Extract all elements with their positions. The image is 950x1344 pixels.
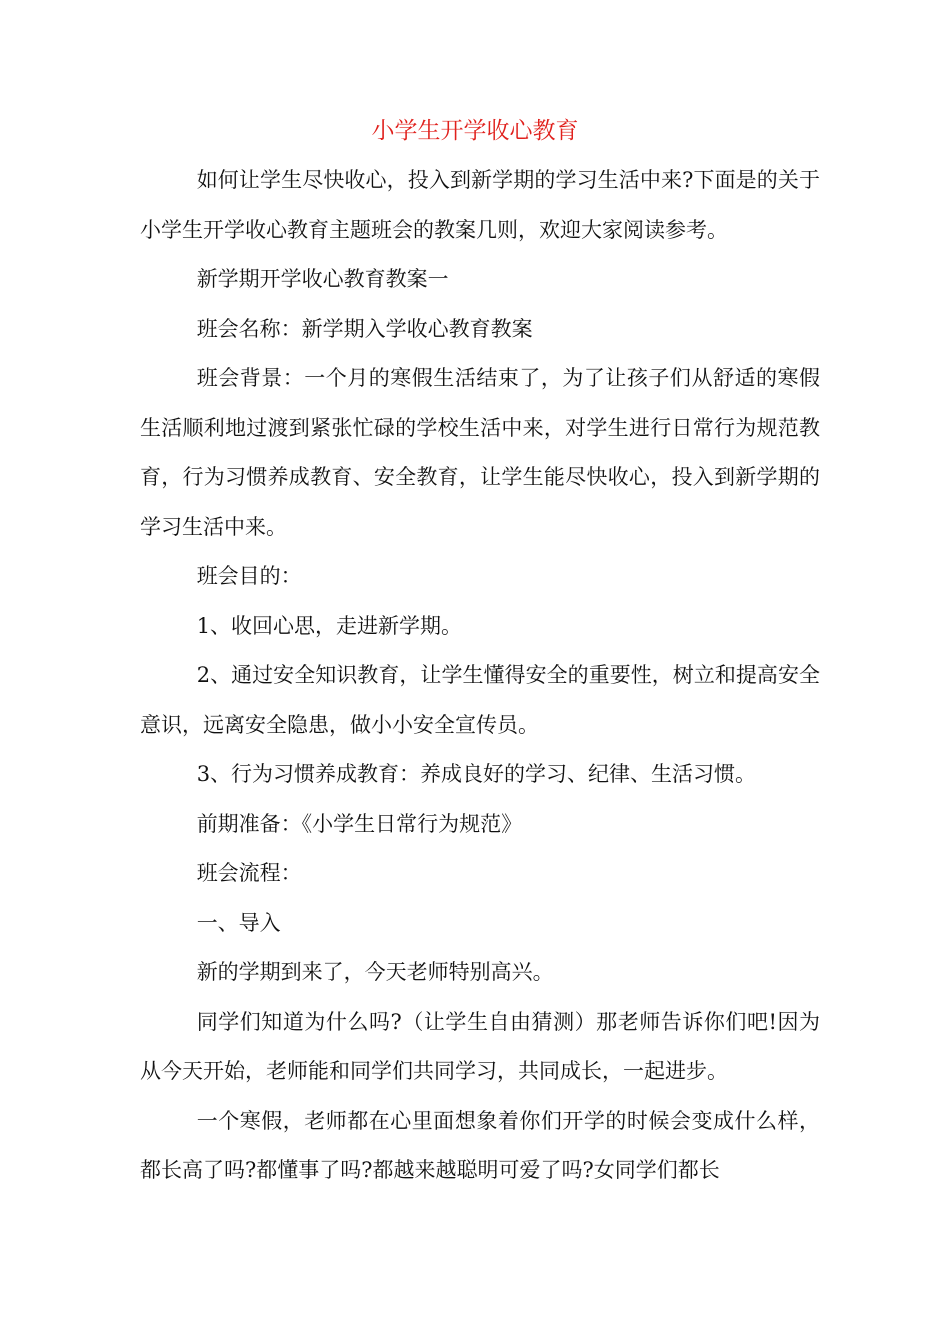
paragraph-winter-break: 一个寒假，老师都在心里面想象着你们开学的时候会变成什么样，都长高了吗?都懂事了吗?都越来越聪明可爱了吗?女同学们都长 <box>140 1108 820 1182</box>
paragraph-why: 同学们知道为什么吗?（让学生自由猜测）那老师告诉你们吧!因为从今天开始，老师能和同学们共同学习，共同成长，一起进步。 <box>140 1009 820 1083</box>
paragraph-lesson-heading: 新学期开学收心教育教案一 <box>196 267 449 291</box>
paragraph-new-term: 新的学期到来了，今天老师特别高兴。 <box>196 960 554 984</box>
paragraph-purpose-heading: 班会目的： <box>196 564 302 588</box>
paragraph-class-name: 班会名称：新学期入学收心教育教案 <box>196 316 533 341</box>
document-body <box>140 156 820 1196</box>
paragraph-preparation: 前期准备：《小学生日常行为规范》 <box>196 811 523 836</box>
paragraph-intro: 如何让学生尽快收心，投入到新学期的学习生活中来?下面是的关于小学生开学收心教育主题班会的教案几则，欢迎大家阅读参考。 <box>140 168 820 242</box>
document-title: 小学生开学收心教育 <box>371 118 579 144</box>
paragraph-purpose-2: 2、通过安全知识教育，让学生懂得安全的重要性，树立和提高安全意识，远离安全隐患，做小小安全宣传员。 <box>140 663 820 737</box>
paragraph-section-intro: 一、导入 <box>196 910 281 935</box>
paragraph-background: 班会背景：一个月的寒假生活结束了，为了让孩子们从舒适的寒假生活顺利地过渡到紧张忙碌的学校生活中来，对学生进行日常行为规范教育，行为习惯养成教育、安全教育，让学生能尽快收心，投入到新学期的学习生活中来。 <box>140 366 820 539</box>
paragraph-purpose-1: 1、收回心思，走进新学期。 <box>196 613 463 638</box>
paragraph-process-heading: 班会流程： <box>196 861 302 885</box>
paragraph-purpose-3: 3、行为习惯养成教育：养成良好的学习、纪律、生活习惯。 <box>196 762 757 786</box>
